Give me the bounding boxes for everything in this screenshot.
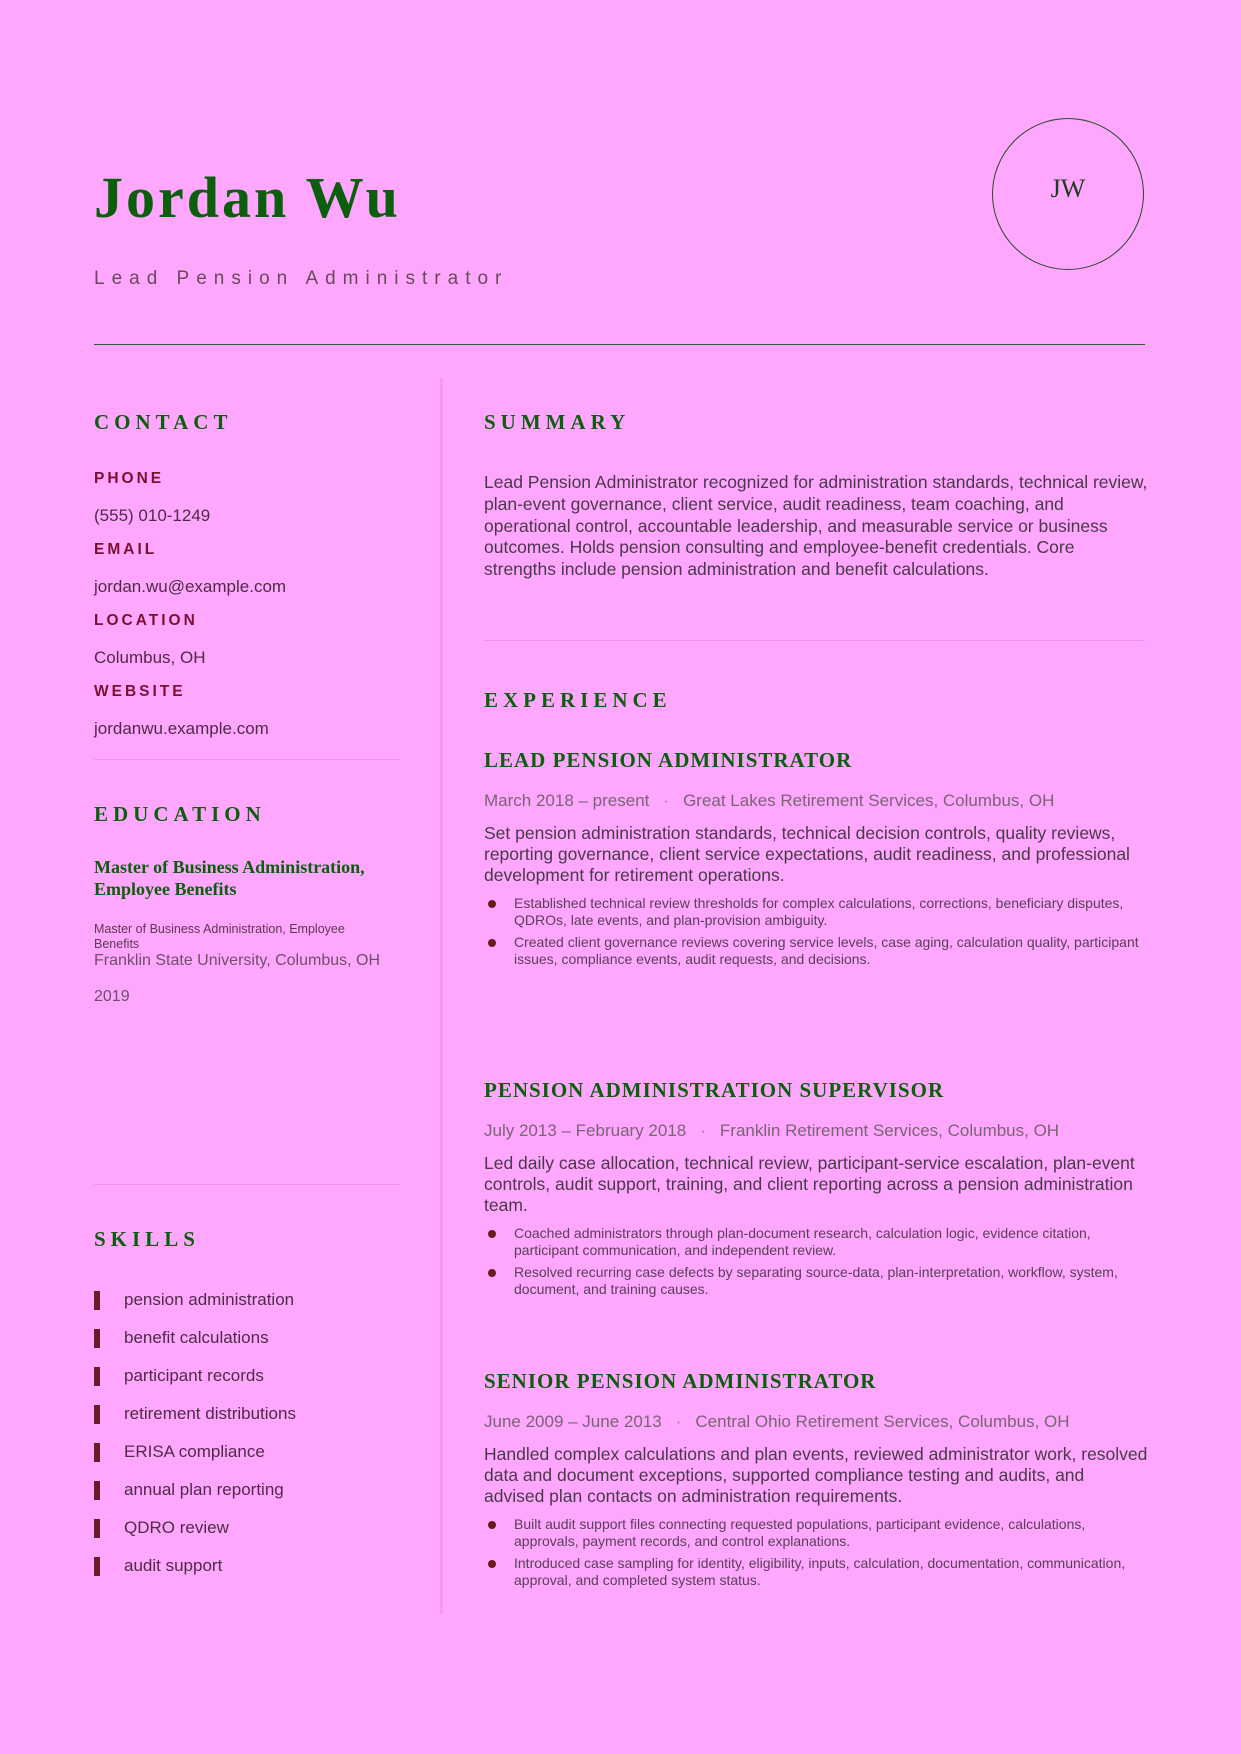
candidate-title: Lead Pension Administrator (94, 268, 509, 289)
job-bullet (484, 895, 1148, 929)
skill-marker (94, 1443, 100, 1462)
job-bullet (484, 934, 1148, 968)
job-dates: March 2018 – present (484, 791, 650, 810)
skill-label: audit support (124, 1556, 223, 1575)
bullet-dot-icon (488, 1521, 496, 1529)
contact-heading: CONTACT (94, 410, 233, 434)
education-divider (94, 1184, 400, 1185)
skill-label: retirement distributions (124, 1404, 296, 1423)
experience-heading: EXPERIENCE (484, 688, 672, 712)
website-label: WEBSITE (94, 683, 186, 700)
education-year: 2019 (94, 988, 130, 1005)
phone-label: PHONE (94, 470, 165, 487)
skill-label: benefit calculations (124, 1328, 269, 1347)
contact-divider (94, 759, 400, 760)
bullet-dot-icon (488, 1269, 496, 1277)
job-bullet-text: Established technical review thresholds for complex calculations, corrections, beneficiary disputes, QDROs, late events, and plan-provision ambiguity. (514, 895, 1124, 928)
job-bullets (484, 1516, 1148, 1589)
bullet-dot-icon (488, 1560, 496, 1568)
job-title: PENSION ADMINISTRATION SUPERVISOR (484, 1078, 945, 1102)
bullet-dot-icon (488, 1230, 496, 1238)
job-company: Central Ohio Retirement Services, Columbus, OH (695, 1412, 1070, 1431)
job-bullet-text: Built audit support files connecting requested populations, participant evidence, calculations, approvals, payment records, and control explanations. (514, 1516, 1086, 1549)
job-title: LEAD PENSION ADMINISTRATOR (484, 748, 853, 772)
skill-marker (94, 1557, 100, 1576)
job-bullet-text: Introduced case sampling for identity, eligibility, inputs, calculation, documentation, communication, approval, and completed system status. (514, 1555, 1126, 1588)
summary-text: Lead Pension Administrator recognized for administration standards, technical review, plan-event governance, client service, audit readiness, team coaching, and operational control, accountable leadership, and measurable service or business outcomes. Holds pension consulting and employee-benefit credentials. Core strengths include pension administration and benefit calculations. (484, 472, 1148, 580)
skills-heading: SKILLS (94, 1227, 200, 1251)
skill-label: ERISA compliance (124, 1442, 265, 1461)
email-label: EMAIL (94, 541, 158, 558)
job-description: Set pension administration standards, technical decision controls, quality reviews, reporting governance, client service expectations, audit readiness, and professional development for retirement operations. (484, 823, 1130, 885)
skill-marker (94, 1367, 100, 1386)
monogram-badge (992, 118, 1144, 270)
skill-marker (94, 1481, 100, 1500)
job-bullet-text: Coached administrators through plan-document research, calculation logic, evidence citation, participant communication, and independent review. (514, 1225, 1091, 1258)
job-bullet-text: Resolved recurring case defects by separating source-data, plan-interpretation, workflow, system, document, and training causes. (514, 1264, 1118, 1297)
meta-separator: · (675, 1412, 682, 1431)
skill-marker (94, 1291, 100, 1310)
job-meta (484, 791, 1148, 811)
job-bullets (484, 895, 1148, 968)
job-company: Great Lakes Retirement Services, Columbus, OH (683, 791, 1055, 810)
skill-label: participant records (124, 1366, 264, 1385)
education-school: Franklin State University, Columbus, OH (94, 952, 381, 969)
skill-marker (94, 1519, 100, 1538)
location-value: Columbus, OH (94, 648, 206, 667)
experience-entry-3 (484, 1369, 1148, 1594)
experience-entry-2 (484, 1078, 1148, 1303)
job-dates: July 2013 – February 2018 (484, 1121, 687, 1140)
bullet-dot-icon (488, 900, 496, 908)
skill-label: pension administration (124, 1290, 295, 1309)
job-bullet-text: Created client governance reviews covering service levels, case aging, calculation quality, participant issues, compliance events, audit requests, and decisions. (514, 934, 1139, 967)
experience-entry-1 (484, 748, 1148, 973)
header-divider (94, 344, 1145, 345)
job-dates: June 2009 – June 2013 (484, 1412, 662, 1431)
job-bullet (484, 1516, 1148, 1550)
location-label: LOCATION (94, 612, 198, 629)
monogram-initials: JW (1050, 174, 1086, 203)
job-bullets (484, 1225, 1148, 1298)
summary-heading: SUMMARY (484, 410, 631, 434)
candidate-name: Jordan Wu (94, 165, 401, 230)
job-bullet (484, 1264, 1148, 1298)
skill-label: annual plan reporting (124, 1480, 284, 1499)
job-meta (484, 1412, 1148, 1432)
education-degree-detail: Master of Business Administration, Employee Benefits (94, 922, 345, 951)
education-degree: Master of Business Administration, Employee Benefits (94, 857, 365, 899)
email-value[interactable]: jordan.wu@example.com (94, 577, 287, 596)
website-value[interactable]: jordanwu.example.com (94, 719, 269, 738)
job-title: SENIOR PENSION ADMINISTRATOR (484, 1369, 877, 1393)
summary-divider (484, 640, 1145, 641)
phone-value: (555) 010-1249 (94, 506, 211, 525)
job-description: Led daily case allocation, technical review, participant-service escalation, plan-event controls, audit support, training, and client reporting across a pension administration team. (484, 1153, 1135, 1215)
job-bullet (484, 1555, 1148, 1589)
job-description: Handled complex calculations and plan events, reviewed administrator work, resolved data and document exceptions, supported compliance testing and audits, and advised plan contacts on administration requirements. (484, 1444, 1148, 1506)
skill-marker (94, 1405, 100, 1424)
meta-separator: · (663, 791, 670, 810)
column-divider (440, 378, 443, 1614)
job-company: Franklin Retirement Services, Columbus, OH (719, 1121, 1060, 1140)
bullet-dot-icon (488, 939, 496, 947)
meta-separator: · (700, 1121, 706, 1140)
education-heading: EDUCATION (94, 802, 266, 826)
skill-label: QDRO review (124, 1518, 229, 1537)
job-bullet (484, 1225, 1148, 1259)
skill-marker (94, 1329, 100, 1348)
job-meta (484, 1121, 1148, 1141)
